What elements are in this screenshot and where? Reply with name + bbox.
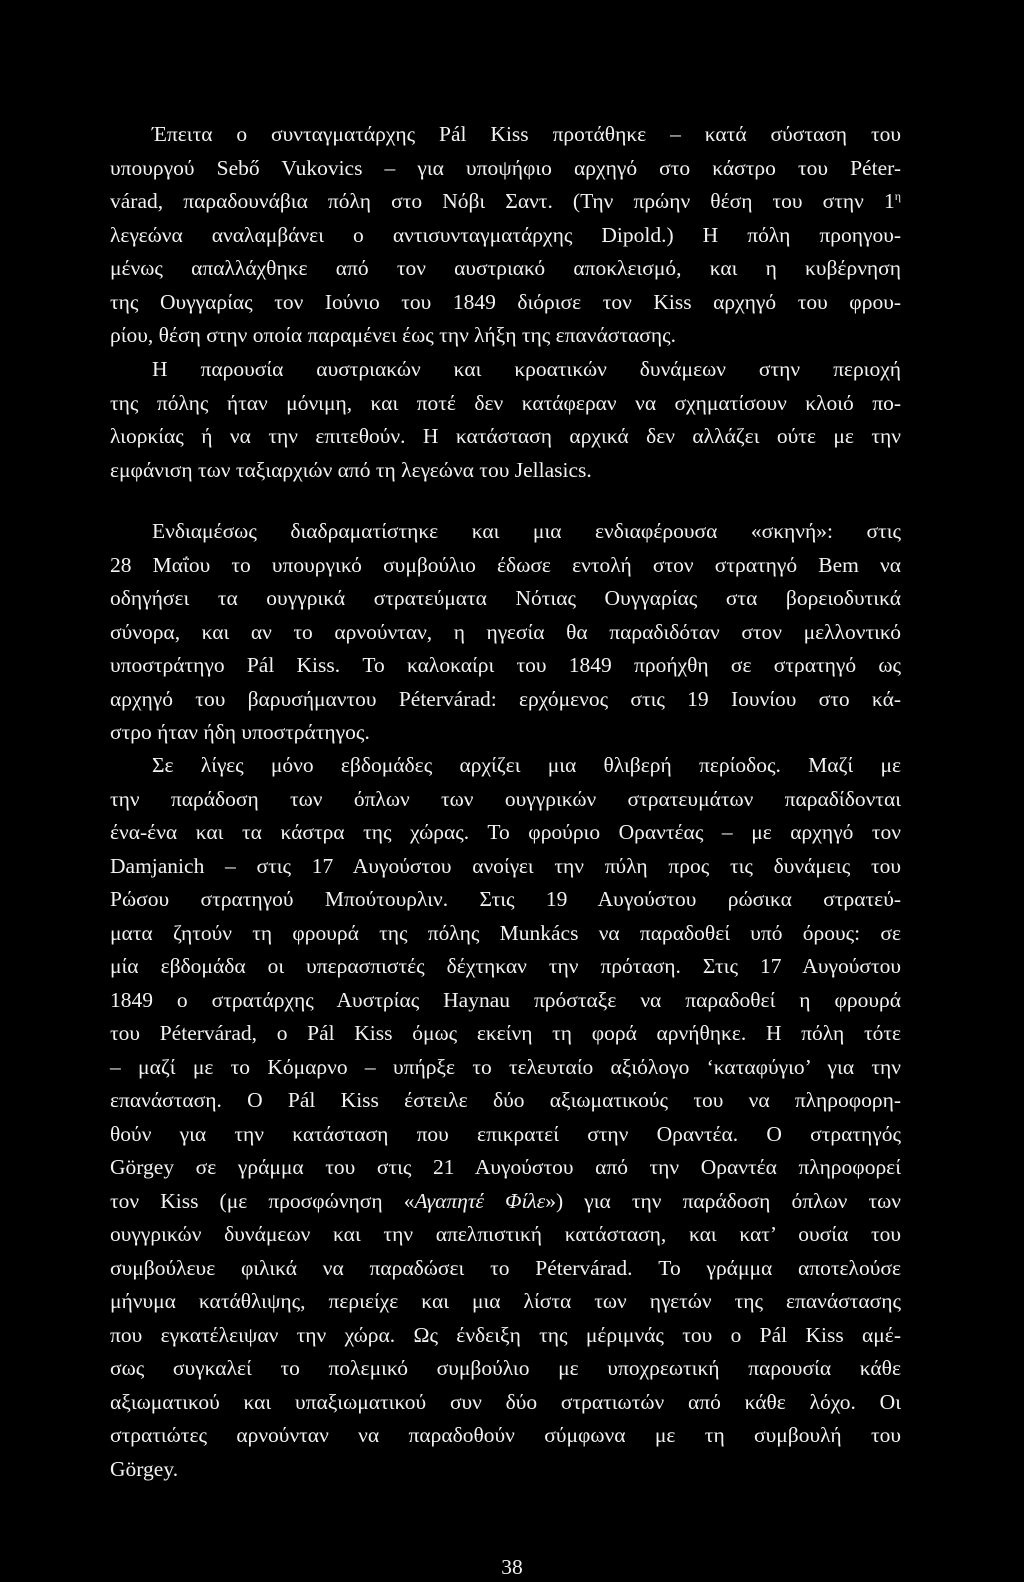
paragraph-3 [110,515,901,750]
text-line: Έπειτα ο συνταγματάρχης Pál Kiss προτάθηκε – κατά σύσταση του [152,122,901,146]
paragraph-1 [110,118,901,353]
text-span: várad, παραδουνάβια πόλη στο Νόβι Σαντ. (Την πρώην θέση του στην 1 [110,189,895,213]
text-line: οδηγήσει τα ουγγρικά στρατεύματα Νότιας Ουγγαρίας στα βορειοδυτικά [110,586,901,610]
text-line: ένα-ένα και τα κάστρα της χώρας. Το φρούριο Οραντέας – με αρχηγό τον [110,820,901,844]
document-page [110,0,901,1575]
text-line: σως συγκαλεί το πολεμικό συμβούλιο με υποχρεωτική παρουσία κάθε [110,1356,901,1380]
text-line: Ενδιαμέσως διαδραματίστηκε και μια ενδιαφέρουσα «σκηνή»: στις [152,519,901,543]
text-line: λεγεώνα αναλαμβάνει ο αντισυνταγματάρχης Dipold.) Η πόλη προηγου- [110,222,901,247]
text-line: υποστράτηγο Pál Kiss. Το καλοκαίρι του 1849 προήχθη σε στρατηγό ως [110,653,901,677]
text-line: ματα ζητούν τη φρουρά της πόλης Munkács να παραδοθεί υπό όρους: σε [110,920,901,945]
italic-salutation: Αγαπητέ Φίλε [414,1188,546,1213]
text-line: της πόλης ήταν μόνιμη, και ποτέ δεν κατάφεραν να σχηματίσουν κλοιό πο- [110,390,901,415]
text-line: 28 Μαΐου το υπουργικό συμβούλιο έδωσε εντολή στον στρατηγό Bem να [110,552,901,577]
text-line: Η παρουσία αυστριακών και κροατικών δυνάμεων στην περιοχή [152,357,901,381]
page-number: 38 [501,1555,523,1579]
text-line: μένως απαλλάχθηκε από τον αυστριακό αποκλεισμό, και η κυβέρνηση [110,256,901,280]
text-line: – μαζί με το Κόμαρνο – υπήρξε το τελευταίο αξιόλογο ‘καταφύγιο’ για την [110,1054,901,1079]
text-span: ») για την παράδοση όπλων των [545,1188,901,1213]
text-line: εμφάνιση των ταξιαρχιών από τη λεγεώνα του Jellasics. [110,457,592,482]
text-line: μία εβδομάδα οι υπερασπιστές δέχτηκαν την πρόταση. Στις 17 Αυγούστου [110,954,901,978]
text-line: 1849 ο στρατάρχης Αυστρίας Haynau πρόσταξε να παραδοθεί η φρουρά [110,987,901,1012]
text-line: αρχηγό του βαρυσήμαντου Pétervárad: ερχόμενος στις 19 Ιουνίου στο κά- [110,686,901,711]
paragraph-4 [110,749,901,1486]
text-line: ρίου, θέση στην οποία παραμένει έως την λήξη της επανάστασης. [110,323,676,347]
text-line: στρο ήταν ήδη υποστράτηγος. [110,720,370,744]
text-line: λιορκίας ή να την επιτεθούν. Η κατάσταση αρχικά δεν αλλάζει ούτε με την [110,424,901,448]
text-line: αξιωματικού και υπαξιωματικού συν δύο στρατιωτών από κάθε λόχο. Οι [110,1389,901,1414]
paragraph-2 [110,353,901,487]
text-line: της Ουγγαρίας τον Ιούνιο του 1849 διόρισε τον Kiss αρχηγό του φρου- [110,289,901,314]
text-line: την παράδοση των όπλων των ουγγρικών στρατευμάτων παραδίδονται [110,786,901,811]
text-line: Görgey. [110,1456,179,1481]
text-line: Σε λίγες μόνο εβδομάδες αρχίζει μια θλιβερή περίοδος. Μαζί με [152,753,901,777]
text-span: τον Kiss (με προσφώνηση « [110,1188,415,1213]
text-line: Görgey σε γράμμα του στις 21 Αυγούστου από την Οραντέα πληροφορεί [110,1155,901,1179]
text-line: Ρώσου στρατηγού Μπούτουρλιν. Στις 19 Αυγούστου ρώσικα στρατεύ- [110,887,901,911]
text-line: του Pétervárad, ο Pál Kiss όμως εκείνη τη φορά αρνήθηκε. Η πόλη τότε [110,1021,901,1045]
text-line: θούν για την κατάσταση που επικρατεί στην Οραντέα. Ο στρατηγός [110,1121,901,1146]
text-line: που εγκατέλειψαν την χώρα. Ως ένδειξη της μέριμνάς του ο Pál Kiss αμέ- [110,1322,901,1347]
superscript: η [894,188,901,203]
text-line: μήνυμα κατάθλιψης, περιείχε και μια λίστα των ηγετών της επανάστασης [110,1289,901,1313]
text-line: στρατιώτες αρνούνταν να παραδοθούν σύμφωνα με τη συμβουλή του [110,1423,901,1447]
text-line [110,1185,901,1219]
text-line: συμβούλευε φιλικά να παραδώσει το Pétervárad. Το γράμμα αποτελούσε [110,1255,901,1280]
text-line [110,185,901,219]
text-line: Damjanich – στις 17 Αυγούστου ανοίγει την πύλη προς τις δυνάμεις του [110,853,901,878]
text-line: ουγγρικών δυνάμεων και την απελπιστική κατάσταση, και κατ’ ουσία του [110,1222,901,1246]
text-line: επανάσταση. Ο Pál Kiss έστειλε δύο αξιωματικούς του να πληροφορη- [110,1088,901,1112]
text-line: σύνορα, και αν το αρνούνταν, η ηγεσία θα παραδιδόταν στον μελλοντικό [110,619,901,644]
text-line: υπουργού Sebő Vukovics – για υποψήφιο αρχηγό στο κάστρο του Péter- [110,155,901,180]
